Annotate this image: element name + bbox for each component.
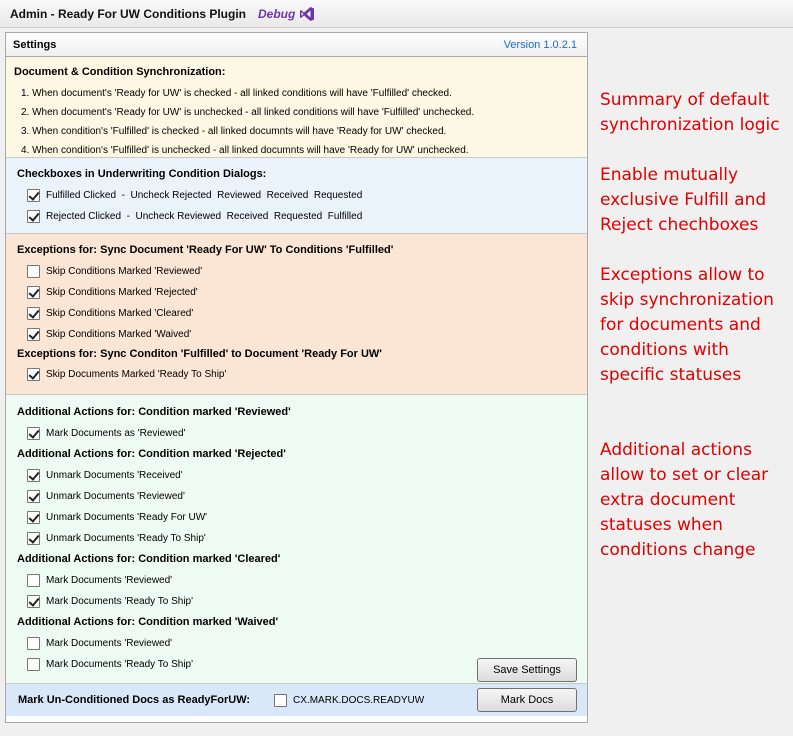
panel-header — [6, 33, 587, 57]
option-label: Unmark Documents 'Reviewed' — [46, 491, 185, 502]
option-label: Skip Conditions Marked 'Cleared' — [46, 308, 194, 319]
unmark-docs-received-option[interactable] — [17, 465, 587, 486]
option-label: Mark Documents 'Reviewed' — [46, 638, 173, 649]
option-label: Fulfilled Clicked - Uncheck Rejected Reviewed Received Requested — [46, 190, 363, 201]
sync-rule: 4. When condition's 'Fulfilled' is unchecked - all linked documnts will have 'Ready for UW' unchecked. — [21, 145, 469, 156]
actions-title-reviewed: Additional Actions for: Condition marked 'Reviewed' — [17, 406, 291, 418]
visual-studio-icon — [299, 6, 315, 22]
sync-rules-list — [14, 84, 587, 160]
note-summary: Summary of default synchronization logic — [600, 90, 780, 135]
sync-rule: 2. When document's 'Ready for UW' is unchecked - all linked conditions will have 'Fulfilled' unchecked. — [21, 107, 475, 118]
skip-reviewed-option[interactable] — [17, 261, 587, 282]
mark-docs-bar — [6, 684, 587, 716]
sync-title: Document & Condition Synchronization: — [14, 66, 226, 78]
sync-section — [6, 57, 587, 158]
fulfilled-clicked-option[interactable] — [17, 185, 587, 206]
sync-rule: 3. When condition's 'Fulfilled' is checked - all linked documnts will have 'Ready for UW' checked. — [21, 126, 447, 137]
sync-rule: 1. When document's 'Ready for UW' is checked - all linked conditions will have 'Fulfilled' checked. — [21, 88, 452, 99]
option-label: Mark Documents 'Ready To Ship' — [46, 659, 194, 670]
option-label: Rejected Clicked - Uncheck Reviewed Received Requested Fulfilled — [46, 211, 363, 222]
option-label: Mark Documents 'Reviewed' — [46, 575, 173, 586]
checkbox[interactable] — [27, 368, 40, 381]
checkbox[interactable] — [27, 210, 40, 223]
skip-ready-to-ship-option[interactable] — [17, 364, 587, 385]
actions-title-cleared: Additional Actions for: Condition marked 'Cleared' — [17, 553, 281, 565]
waived-mark-docs-reviewed-option[interactable] — [17, 633, 587, 654]
note-exceptions: Exceptions allow to skip synchronization for documents and conditions with specific statuses — [600, 265, 774, 385]
unmark-docs-ready-to-ship-option[interactable] — [17, 528, 587, 549]
checkbox[interactable] — [27, 189, 40, 202]
actions-title-waived: Additional Actions for: Condition marked 'Waived' — [17, 616, 279, 628]
exceptions-title-conditions-to-docs: Exceptions for: Sync Conditon 'Fulfilled' to Document 'Ready For UW' — [17, 348, 382, 360]
checkbox[interactable] — [27, 637, 40, 650]
cleared-mark-docs-reviewed-option[interactable] — [17, 570, 587, 591]
mark-docs-label: Mark Un-Conditioned Docs as ReadyForUW: — [18, 694, 251, 706]
checkbox[interactable] — [27, 595, 40, 608]
checkbox[interactable] — [27, 532, 40, 545]
settings-panel — [5, 32, 588, 723]
option-label: Unmark Documents 'Ready To Ship' — [46, 533, 206, 544]
checkbox[interactable] — [27, 286, 40, 299]
option-label: Mark Documents as 'Reviewed' — [46, 428, 186, 439]
mark-docs-button[interactable]: Mark Docs — [477, 688, 577, 712]
version-label: Version 1.0.2.1 — [503, 38, 577, 51]
exceptions-title-docs-to-conditions: Exceptions for: Sync Document 'Ready For UW' To Conditions 'Fulfilled' — [17, 244, 394, 256]
mark-docs-reviewed-option[interactable] — [17, 423, 587, 444]
save-settings-button[interactable]: Save Settings — [477, 658, 577, 682]
checkbox[interactable] — [27, 658, 40, 671]
exceptions-section — [6, 234, 587, 395]
checkbox[interactable] — [27, 574, 40, 587]
note-additional-actions: Additional actions allow to set or clear extra document statuses when conditions change — [600, 440, 769, 560]
note-mutually-exclusive: Enable mutually exclusive Fulfill and Reject chechboxes — [600, 165, 767, 235]
skip-rejected-option[interactable] — [17, 282, 587, 303]
option-label: Skip Conditions Marked 'Reviewed' — [46, 266, 203, 277]
unmark-docs-reviewed-option[interactable] — [17, 486, 587, 507]
checkbox[interactable] — [27, 469, 40, 482]
rejected-clicked-option[interactable] — [17, 206, 587, 227]
option-label: Skip Conditions Marked 'Waived' — [46, 329, 192, 340]
window-title: Admin - Ready For UW Conditions Plugin — [10, 6, 246, 21]
checkbox[interactable] — [27, 265, 40, 278]
checkbox[interactable] — [27, 427, 40, 440]
option-label: Mark Documents 'Ready To Ship' — [46, 596, 194, 607]
checkbox[interactable] — [27, 511, 40, 524]
debug-mode-label: Debug — [258, 6, 296, 21]
additional-actions-section — [6, 395, 587, 684]
skip-cleared-option[interactable] — [17, 303, 587, 324]
panel-title: Settings — [13, 38, 57, 51]
checkbox[interactable] — [27, 307, 40, 320]
skip-waived-option[interactable] — [17, 324, 587, 345]
cleared-mark-docs-ready-to-ship-option[interactable] — [17, 591, 587, 612]
option-label: Unmark Documents 'Ready For UW' — [46, 512, 208, 523]
checkbox[interactable] — [27, 490, 40, 503]
actions-title-rejected: Additional Actions for: Condition marked 'Rejected' — [17, 448, 286, 460]
checkbox[interactable] — [27, 328, 40, 341]
option-label: Skip Documents Marked 'Ready To Ship' — [46, 369, 227, 380]
option-label: Unmark Documents 'Received' — [46, 470, 183, 481]
unmark-docs-ready-for-uw-option[interactable] — [17, 507, 587, 528]
option-label: Skip Conditions Marked 'Rejected' — [46, 287, 198, 298]
title-bar — [0, 0, 793, 28]
mark-docs-checkbox[interactable] — [274, 694, 287, 707]
dialog-checkboxes-title: Checkboxes in Underwriting Condition Dialogs: — [17, 168, 267, 180]
dialog-checkboxes-section — [6, 158, 587, 234]
mark-docs-checkbox-label: CX.MARK.DOCS.READYUW — [293, 694, 425, 706]
